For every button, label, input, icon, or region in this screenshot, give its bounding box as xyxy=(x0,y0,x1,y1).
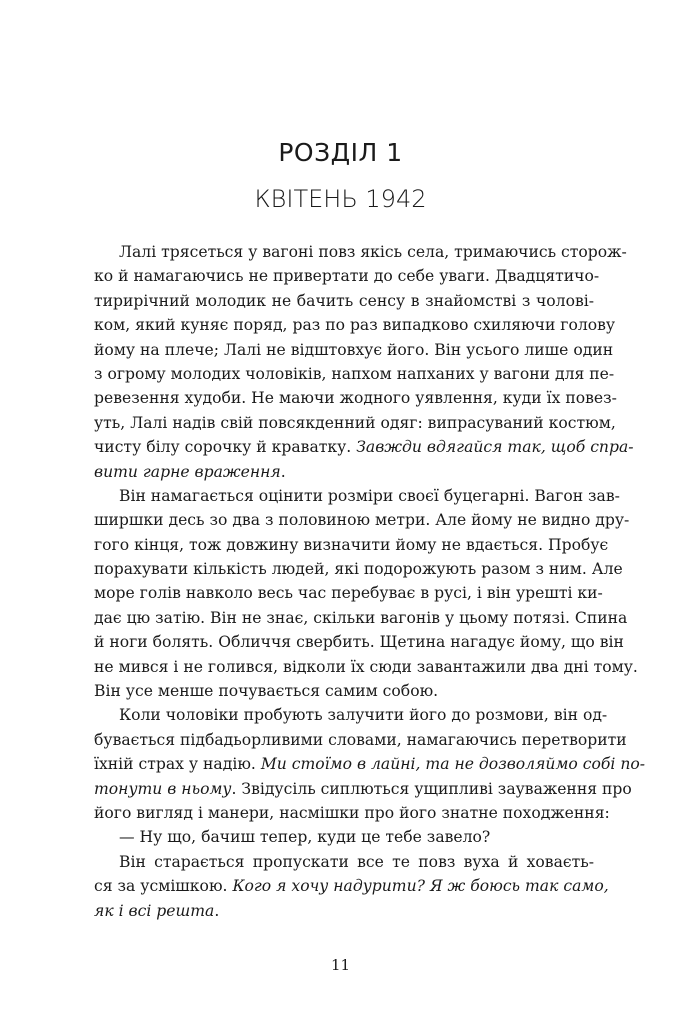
chapter-title: РОЗДІЛ 1 xyxy=(278,138,403,167)
text-line: Лалі трясеться у вагоні повз якісь села, тримаючись сторож- xyxy=(119,243,627,261)
text-line: уть, Лалі надів свій повсякденний одяг: випрасуваний костюм, xyxy=(94,413,616,432)
text-line: ширшки десь зо два з половиною метри. Але йому не видно дру- xyxy=(94,511,630,530)
text-line: ся за усмішкою. Кого я хочу надурити? Я ж боюсь так само, xyxy=(94,877,609,896)
text-line: Коли чоловіки пробують залучити його до розмови, він од- xyxy=(119,706,608,725)
text-line: їхній страх у надію. Ми стоїмо в лайні, та не дозволяймо собі по- xyxy=(94,755,646,774)
text-line: й ноги болять. Обличчя свербить. Щетина нагадує йому, що він xyxy=(94,633,624,652)
text-line: тонути в ньому. Звідусіль сиплються ущипливі зауваження про xyxy=(94,779,632,798)
text-line: ком, який куняє поряд, раз по раз випадково схиляючи голову xyxy=(94,316,616,335)
text-line: не мився і не голився, відколи їх сюди завантажили два дні тому. xyxy=(94,657,638,676)
text-line: його вигляд і манери, насмішки про його знатне походження: xyxy=(94,803,610,822)
chapter-subtitle: КВІТЕНЬ 1942 xyxy=(254,185,427,213)
text-line: Він намагається оцінити розміри своєї буцегарні. Вагон зав- xyxy=(119,486,620,505)
text-line: Він старається пропускати все те повз вуха й ховаєть- xyxy=(119,852,594,871)
text-line: дає цю затію. Він не знає, скільки вагонів у цьому потязі. Спина xyxy=(94,608,628,627)
text-line: йому на плече; Лалі не відштовхує його. Він усього лише один xyxy=(94,340,614,359)
text-line: ревезення худоби. Не маючи жодного уявлення, куди їх повез- xyxy=(94,389,617,408)
text-line: чисту білу сорочку й краватку. Завжди вдягайся так, щоб спра- xyxy=(94,438,634,457)
text-line: бувається підбадьорливими словами, намагаючись перетворити xyxy=(94,730,627,749)
text-line: море голів навколо весь час перебуває в русі, і він урешті ки- xyxy=(94,584,603,603)
text-line: порахувати кількість людей, які подорожують разом з ним. Але xyxy=(94,560,623,579)
page-number: 11 xyxy=(330,956,351,974)
text-line: як і всі решта. xyxy=(94,901,220,920)
dialogue-line: — Ну що, бачиш тепер, куди це тебе завело? xyxy=(119,828,491,847)
text-line: вити гарне враження. xyxy=(94,462,286,481)
text-line: Він усе менше почувається самим собою. xyxy=(94,682,439,701)
text-line: з огрому молодих чоловіків, напхом напханих у вагони для пе- xyxy=(94,364,615,383)
body-text xyxy=(94,240,646,923)
text-line: тирирічний молодик не бачить сенсу в знайомстві з чолові- xyxy=(94,291,594,310)
text-line: гого кінця, тож довжину визначити йому не вдається. Пробує xyxy=(94,535,609,554)
text-line: ко й намагаючись не привертати до себе уваги. Двадцятичо- xyxy=(94,267,600,286)
